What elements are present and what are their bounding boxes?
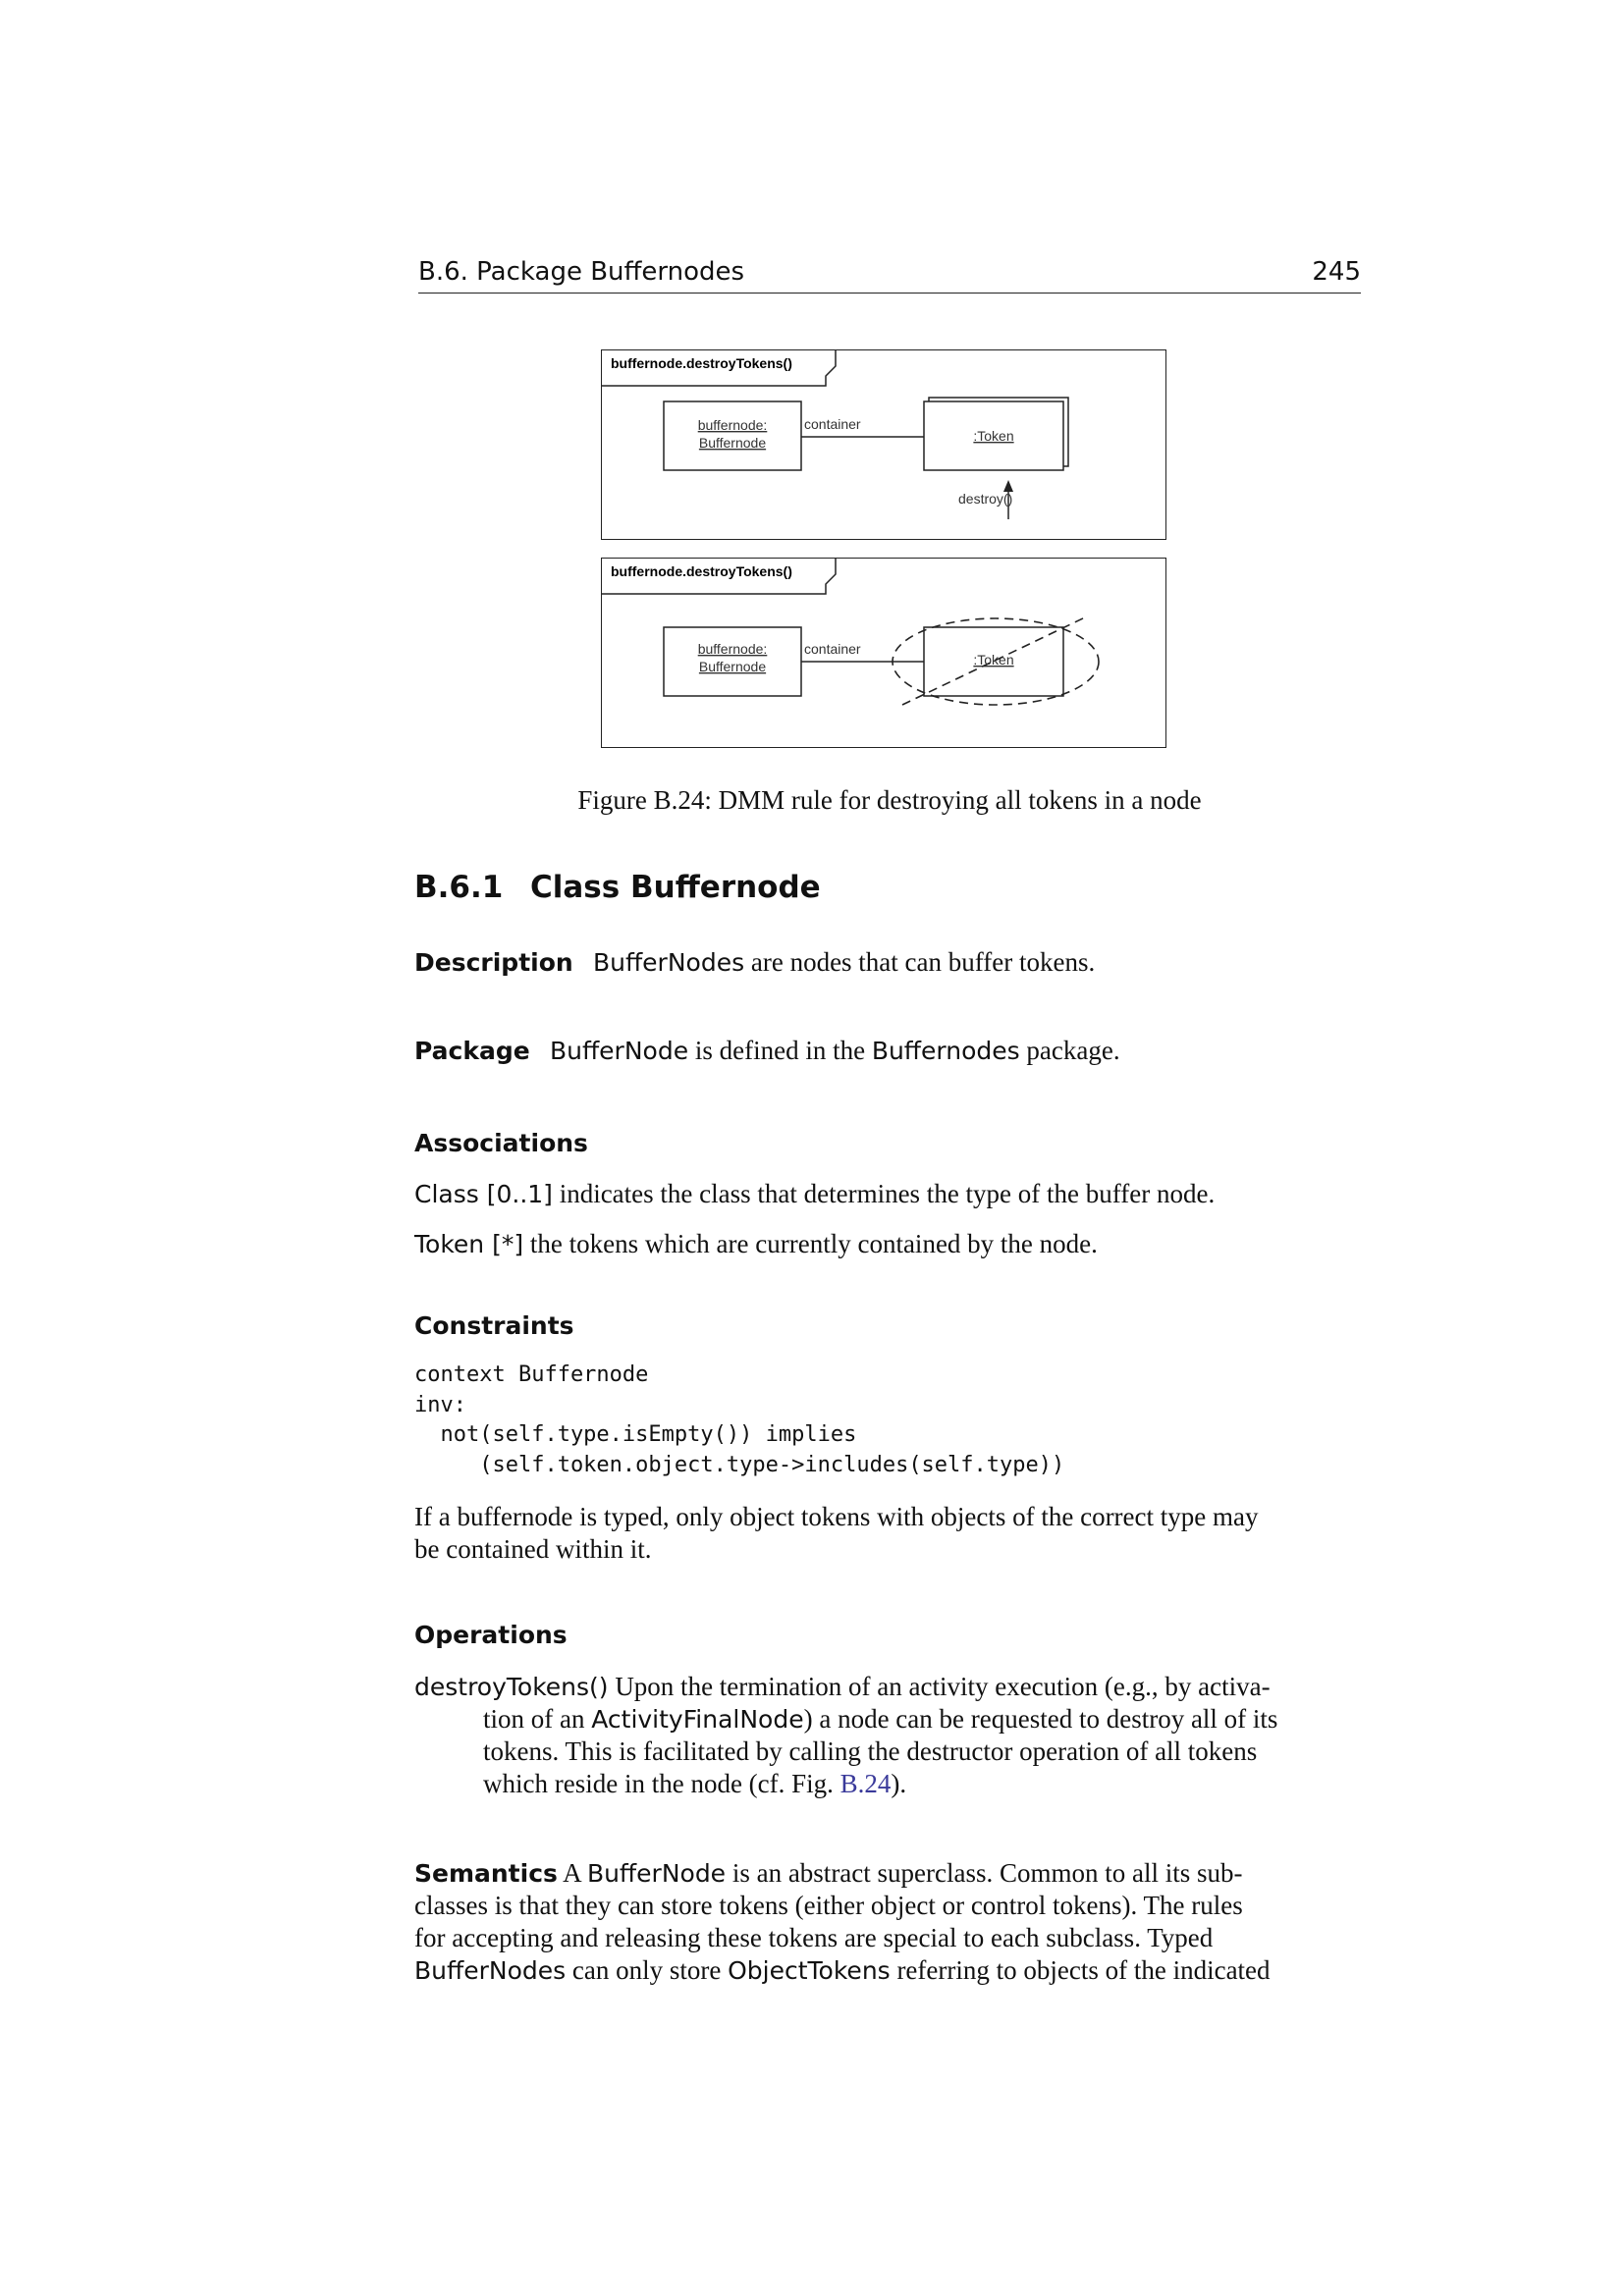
semantics-line: classes is that they can store tokens (either object or control tokens). The rules xyxy=(414,1891,1243,1920)
semantics-term: BufferNode xyxy=(586,1859,727,1888)
operation-text: which reside in the node (cf. Fig. xyxy=(483,1769,840,1798)
operation-text: tion of an xyxy=(483,1704,592,1734)
diagram-panel-after-canvas xyxy=(602,559,1165,747)
semantics-line xyxy=(414,1954,1357,1987)
diagram-panel-before-canvas xyxy=(602,350,1165,539)
semantics-line: for accepting and releasing these tokens are special to each subclass. Typed xyxy=(414,1923,1214,1952)
page-number: 245 xyxy=(1312,257,1361,287)
operation-text: Upon the termination of an activity execution (e.g., by activa- xyxy=(608,1672,1271,1701)
buffernode-object-name: buffernode: xyxy=(697,641,768,657)
constraints-heading: Constraints xyxy=(414,1311,574,1340)
description-paragraph xyxy=(414,946,1357,979)
constraint-explanation xyxy=(414,1501,1357,1566)
buffernode-object-type: Buffernode xyxy=(698,659,767,674)
semantics-line xyxy=(414,1857,1357,1890)
description-label: Description xyxy=(414,948,573,977)
package-text-2: package. xyxy=(1019,1036,1120,1065)
frame-label: buffernode.destroyTokens() xyxy=(611,355,792,371)
operation-line: tokens. This is facilitated by calling the destructor operation of all tokens xyxy=(483,1736,1258,1766)
description-text: are nodes that can buffer tokens. xyxy=(744,947,1096,977)
buffernode-object-type: Buffernode xyxy=(698,435,767,451)
container-link-label: container xyxy=(804,641,861,657)
diagram-panel-after xyxy=(601,558,1166,748)
section-number: B.6.1 xyxy=(414,870,504,905)
association-item xyxy=(414,1178,1357,1210)
running-header-section: B.6. Package Buffernodes xyxy=(418,257,745,287)
association-term: Class [0..1] xyxy=(414,1180,553,1208)
operations-heading: Operations xyxy=(414,1621,568,1649)
operation-inline-term: ActivityFinalNode xyxy=(591,1705,804,1734)
semantics-term: ObjectTokens xyxy=(728,1956,891,1985)
running-header xyxy=(418,257,1361,294)
semantics-text: is an abstract superclass. Common to all its sub- xyxy=(726,1858,1243,1888)
semantics-paragraph xyxy=(414,1857,1357,1987)
frame-label: buffernode.destroyTokens() xyxy=(611,563,792,579)
token-object-label: :Token xyxy=(973,652,1014,667)
package-term-buffernode: BufferNode xyxy=(549,1037,689,1065)
package-paragraph xyxy=(414,1035,1357,1067)
constraint-explanation-line: be contained within it. xyxy=(414,1534,652,1564)
diagram-panel-before xyxy=(601,349,1166,540)
destroy-action-label: destroy() xyxy=(958,491,1013,507)
operation-line xyxy=(414,1768,1357,1800)
constraint-explanation-line: If a buffernode is typed, only object tokens with objects of the correct type may xyxy=(414,1502,1259,1531)
ocl-constraint-code: context Buffernode inv: not(self.type.isEmpty()) implies (self.token.object.type->includes(self.type)) xyxy=(414,1362,1065,1477)
package-label: Package xyxy=(414,1037,530,1065)
operation-term: destroyTokens() xyxy=(414,1673,609,1701)
operation-text: ) a node can be requested to destroy all of its xyxy=(803,1704,1278,1734)
figure-reference-link[interactable]: B.24 xyxy=(839,1769,892,1798)
operation-line xyxy=(414,1703,1357,1735)
buffernode-object-name: buffernode: xyxy=(697,417,768,433)
operation-item xyxy=(414,1671,1357,1800)
operation-line xyxy=(414,1671,1357,1703)
semantics-text: referring to objects of the indicated xyxy=(890,1955,1271,1985)
associations-heading: Associations xyxy=(414,1129,588,1157)
description-term: BufferNodes xyxy=(592,948,745,977)
operation-text: ). xyxy=(891,1769,907,1798)
container-link-label: container xyxy=(804,416,861,432)
package-term-buffernodes: Buffernodes xyxy=(871,1037,1020,1065)
section-heading xyxy=(414,870,821,905)
association-text: indicates the class that determines the type of the buffer node. xyxy=(552,1179,1216,1208)
association-text: the tokens which are currently contained by the node. xyxy=(523,1229,1098,1258)
semantics-term: BufferNodes xyxy=(414,1956,567,1985)
association-term: Token [*] xyxy=(414,1230,524,1258)
semantics-text: A xyxy=(557,1858,587,1888)
section-title: Class Buffernode xyxy=(530,870,821,905)
association-item xyxy=(414,1228,1357,1260)
semantics-label: Semantics xyxy=(414,1859,558,1888)
token-multiobject-label: :Token xyxy=(973,428,1014,444)
figure-caption: Figure B.24: DMM rule for destroying all tokens in a node xyxy=(577,785,1202,815)
semantics-text: can only store xyxy=(566,1955,729,1985)
package-text-1: is defined in the xyxy=(688,1036,872,1065)
